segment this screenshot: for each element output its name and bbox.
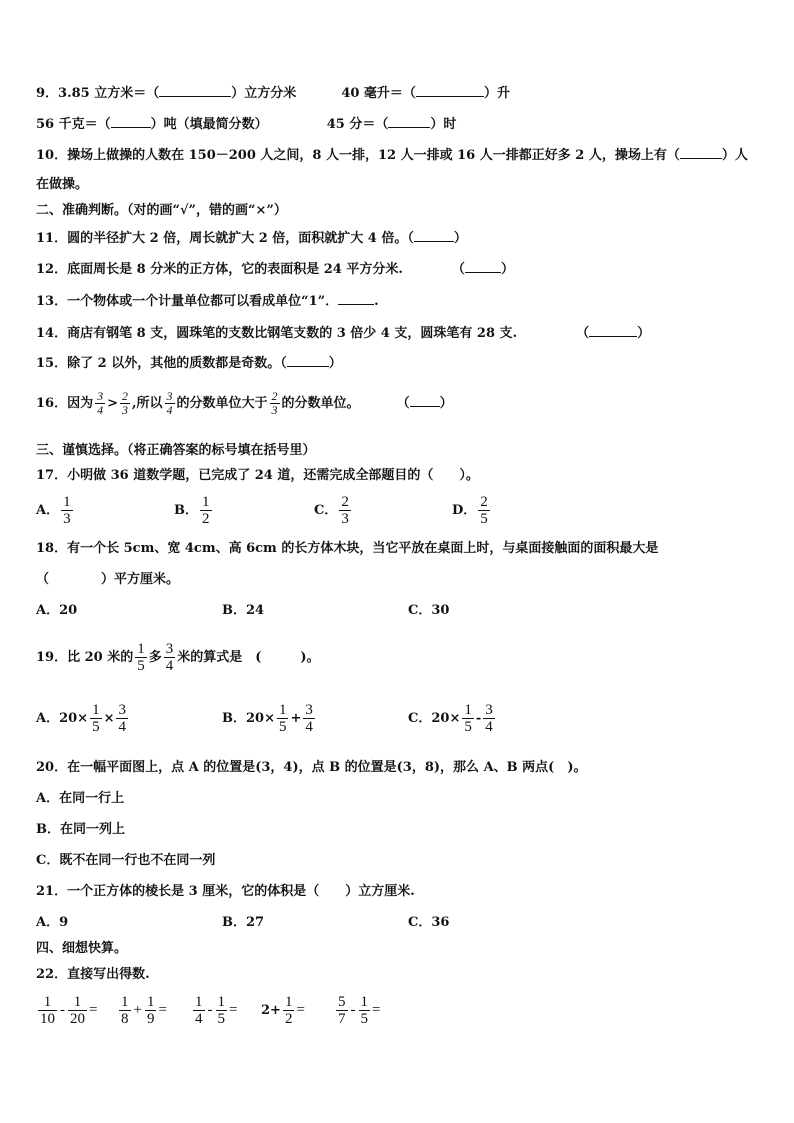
option-label: D． — [452, 503, 477, 518]
question-17: 17．小明做 36 道数学题，已完成了 24 道，还需完成全部题目的（ ）。 — [36, 468, 479, 483]
denominator: 4 — [166, 403, 173, 417]
denominator: 5 — [360, 1011, 368, 1027]
question-21: 21．一个正方体的棱长是 3 厘米，它的体积是（ ）立方厘米. — [36, 884, 415, 899]
q9-part-c-unit: ）吨（填最简分数） — [150, 117, 268, 132]
fraction — [216, 994, 228, 1027]
numerator: 1 — [43, 994, 52, 1010]
denominator: 4 — [195, 1011, 203, 1027]
q16-close: ） — [439, 396, 453, 411]
fraction — [164, 641, 176, 674]
operator: + — [133, 1002, 142, 1018]
q9-part-a-unit: ）立方分米 — [231, 86, 297, 101]
q19-suffix: 米的算式是 ( )。 — [177, 650, 320, 665]
q19-middle: 多 — [148, 650, 162, 665]
numerator: 2 — [122, 389, 128, 403]
numerator: 3 — [485, 702, 493, 718]
fraction — [145, 994, 157, 1027]
q21-option-c[interactable]: C．36 — [408, 915, 450, 930]
numerator: 3 — [166, 389, 173, 403]
question-20: 20．在一幅平面图上，点 A 的位置是(3，4)，点 B 的位置是(3，8)，那么 A、B 两点( )。 — [36, 760, 587, 775]
q14-text: 14．商店有钢笔 8 支，圆珠笔的支数比钢笔支数的 3 倍少 4 支，圆珠笔有 28 支. — [36, 326, 518, 341]
answer-blank[interactable] — [680, 144, 722, 159]
operator: × — [103, 710, 115, 726]
operator: - — [60, 1002, 65, 1018]
option-label: A． — [36, 503, 60, 518]
q15-close: ） — [328, 356, 342, 371]
answer-slot[interactable]: = — [372, 1002, 381, 1018]
denominator: 3 — [63, 511, 71, 527]
fraction — [200, 494, 212, 527]
denominator: 4 — [165, 658, 174, 674]
q12-text: 12．底面周长是 8 分米的正方体，它的表面积是 24 平方分米. — [36, 262, 403, 277]
q9-part-b: 40 毫升＝（ — [341, 86, 416, 101]
answer-blank[interactable] — [287, 352, 329, 367]
expression-lead: 20× — [431, 710, 461, 726]
q19-option-c[interactable] — [408, 702, 497, 735]
q11-close: ） — [453, 231, 467, 246]
section-3-heading: 三、谨慎选择。（将正确答案的标号填在括号里） — [36, 443, 316, 458]
q21-option-b[interactable]: B．27 — [222, 915, 265, 930]
question-15 — [36, 352, 342, 374]
q9-part-d: 45 分＝（ — [326, 117, 389, 132]
denominator: 2 — [284, 1011, 293, 1027]
q20-option-b[interactable]: B．在同一列上 — [36, 822, 125, 837]
calc-item-2 — [117, 994, 167, 1027]
denominator: 4 — [305, 719, 313, 735]
numerator: 3 — [165, 641, 174, 657]
numerator: 1 — [284, 994, 293, 1010]
denominator: 5 — [480, 511, 488, 527]
answer-blank[interactable] — [589, 322, 637, 337]
q17-option-d[interactable] — [452, 494, 492, 527]
fraction — [478, 494, 490, 527]
denominator: 2 — [202, 511, 210, 527]
denominator: 3 — [341, 511, 349, 527]
question-10-line2: 在做操。 — [36, 177, 89, 192]
option-label: C． — [314, 503, 338, 518]
answer-slot[interactable]: = — [296, 1002, 305, 1018]
q9-part-a: 9．3.85 立方米＝（ — [36, 86, 160, 101]
option-label: B． — [222, 710, 246, 726]
question-16 — [36, 384, 453, 428]
operator: - — [207, 1002, 213, 1018]
calc-item-5 — [334, 994, 380, 1027]
fraction — [135, 641, 147, 674]
q12-close: ） — [500, 262, 514, 277]
q17-option-b[interactable] — [174, 494, 214, 527]
denominator: 5 — [464, 719, 472, 735]
q12-open: （ — [451, 262, 465, 277]
question-18-line1: 18．有一个长 5cm、宽 4cm、高 6cm 的长方体木块，当它平放在桌面上时，与桌面接触面的面积最大是 — [36, 541, 659, 556]
fraction — [119, 994, 131, 1027]
fraction — [68, 994, 87, 1027]
q10-text: 10．操场上做操的人数在 150－200 人之间，8 人一排，12 人一排或 16 人一排都正好多 2 人，操场上有（ — [36, 148, 680, 163]
section-4-heading: 四、细想快算。 — [36, 941, 128, 956]
denominator: 5 — [278, 719, 287, 735]
answer-blank[interactable] — [465, 258, 501, 273]
calc-item-4 — [261, 994, 305, 1027]
denominator: 10 — [40, 1011, 55, 1027]
fraction — [483, 702, 495, 735]
denominator: 9 — [146, 1011, 155, 1027]
calc-item-1 — [36, 994, 97, 1027]
question-11 — [36, 227, 467, 249]
q19-option-a[interactable] — [36, 702, 130, 735]
question-12 — [36, 258, 514, 280]
q14-close: ） — [637, 326, 651, 341]
answer-slot[interactable]: = — [229, 1002, 238, 1018]
fraction — [303, 702, 315, 735]
fraction — [61, 494, 73, 527]
q18-option-c[interactable]: C．30 — [408, 603, 450, 618]
q10-unit: ）人 — [721, 148, 748, 163]
denominator: 5 — [92, 719, 100, 735]
q13-end: . — [374, 294, 379, 309]
numerator: 3 — [97, 389, 104, 403]
numerator: 1 — [146, 994, 155, 1010]
numerator: 1 — [92, 702, 100, 718]
denominator: 5 — [217, 1011, 225, 1027]
q21-option-a[interactable]: A．9 — [36, 915, 69, 930]
answer-slot[interactable]: = — [89, 1002, 98, 1018]
option-label: B． — [174, 503, 198, 518]
answer-blank[interactable] — [414, 227, 454, 242]
question-22: 22．直接写出得数. — [36, 967, 150, 982]
numerator: 1 — [360, 994, 368, 1010]
q19-option-b[interactable] — [222, 702, 317, 735]
q20-option-a[interactable]: A．在同一行上 — [36, 791, 125, 806]
fraction — [339, 494, 351, 527]
greater-than-sign: > — [107, 396, 118, 411]
q17-option-c[interactable] — [314, 494, 353, 527]
q9-part-c: 56 千克＝（ — [36, 117, 111, 132]
denominator: 20 — [70, 1011, 85, 1027]
q15-text: 15．除了 2 以外，其他的质数都是奇数。（ — [36, 356, 287, 371]
operator: - — [475, 710, 482, 726]
q19-prefix: 19．比 20 米的 — [36, 650, 134, 665]
question-13 — [36, 290, 379, 312]
answer-blank[interactable] — [111, 113, 151, 128]
fraction — [38, 994, 57, 1027]
q13-text: 13．一个物体或一个计量单位都可以看成单位“1”． — [36, 294, 339, 309]
numerator: 3 — [118, 702, 126, 718]
numerator: 1 — [121, 994, 129, 1010]
fraction — [283, 994, 295, 1027]
answer-slot[interactable]: = — [158, 1002, 167, 1018]
question-10-line1 — [36, 144, 748, 166]
question-18-line2: （ ）平方厘米。 — [36, 572, 180, 587]
q16-text: 的分数单位大于 — [176, 396, 268, 411]
numerator: 3 — [305, 702, 313, 718]
operator: + — [290, 710, 302, 726]
q20-option-c[interactable]: C．既不在同一行也不在同一列 — [36, 853, 216, 868]
numerator: 1 — [464, 702, 472, 718]
numerator: 2 — [341, 494, 349, 510]
option-label: A． — [36, 710, 60, 726]
denominator: 5 — [137, 658, 145, 674]
question-19 — [36, 636, 320, 680]
denominator: 4 — [97, 403, 104, 417]
question-9-line1 — [36, 82, 510, 104]
denominator: 3 — [271, 403, 278, 417]
fraction — [90, 702, 102, 735]
fraction — [116, 702, 128, 735]
answer-blank[interactable] — [410, 392, 440, 407]
denominator: 3 — [122, 403, 128, 417]
numerator: 1 — [63, 494, 71, 510]
fraction — [462, 702, 474, 735]
denominator: 4 — [485, 719, 493, 735]
q11-text: 11．圆的半径扩大 2 倍，周长就扩大 2 倍，面积就扩大 4 倍。（ — [36, 231, 414, 246]
numerator: 1 — [278, 702, 287, 718]
question-9-line2 — [36, 113, 456, 135]
answer-blank[interactable] — [388, 113, 430, 128]
q16-middle: ,所以 — [132, 396, 163, 411]
fraction — [165, 390, 175, 417]
expression-lead: 2+ — [261, 1003, 281, 1018]
denominator: 8 — [121, 1011, 129, 1027]
q9-part-b-unit: ）升 — [483, 86, 510, 101]
question-14 — [36, 322, 650, 344]
numerator: 2 — [271, 389, 278, 403]
q16-prefix: 16．因为 — [36, 396, 94, 411]
fraction — [359, 994, 371, 1027]
fraction — [336, 994, 348, 1027]
numerator: 1 — [137, 641, 145, 657]
expression-lead: 20× — [59, 710, 89, 726]
fraction — [270, 390, 280, 417]
option-label: C． — [408, 710, 432, 726]
denominator: 7 — [338, 1011, 346, 1027]
fraction — [193, 994, 205, 1027]
numerator: 1 — [202, 494, 210, 510]
fraction — [277, 702, 289, 735]
q14-open: （ — [576, 326, 590, 341]
fraction — [120, 390, 130, 417]
answer-blank[interactable] — [338, 290, 374, 305]
numerator: 2 — [480, 494, 488, 510]
q18-option-a[interactable]: A．20 — [36, 603, 78, 618]
fraction — [95, 390, 105, 417]
numerator: 1 — [195, 994, 203, 1010]
q9-part-d-unit: ）时 — [430, 117, 457, 132]
numerator: 1 — [73, 994, 82, 1010]
numerator: 5 — [338, 994, 346, 1010]
calc-item-3 — [191, 994, 237, 1027]
operator: - — [350, 1002, 356, 1018]
answer-blank[interactable] — [159, 82, 231, 97]
q16-suffix: 的分数单位。 — [281, 396, 360, 411]
q18-option-b[interactable]: B．24 — [222, 603, 265, 618]
q17-option-a[interactable] — [36, 494, 75, 527]
denominator: 4 — [118, 719, 126, 735]
q16-open: （ — [396, 396, 410, 411]
answer-blank[interactable] — [416, 82, 484, 97]
expression-lead: 20× — [246, 710, 275, 726]
numerator: 1 — [217, 994, 225, 1010]
section-2-heading: 二、准确判断。（对的画“√”，错的画“×”） — [36, 203, 287, 218]
